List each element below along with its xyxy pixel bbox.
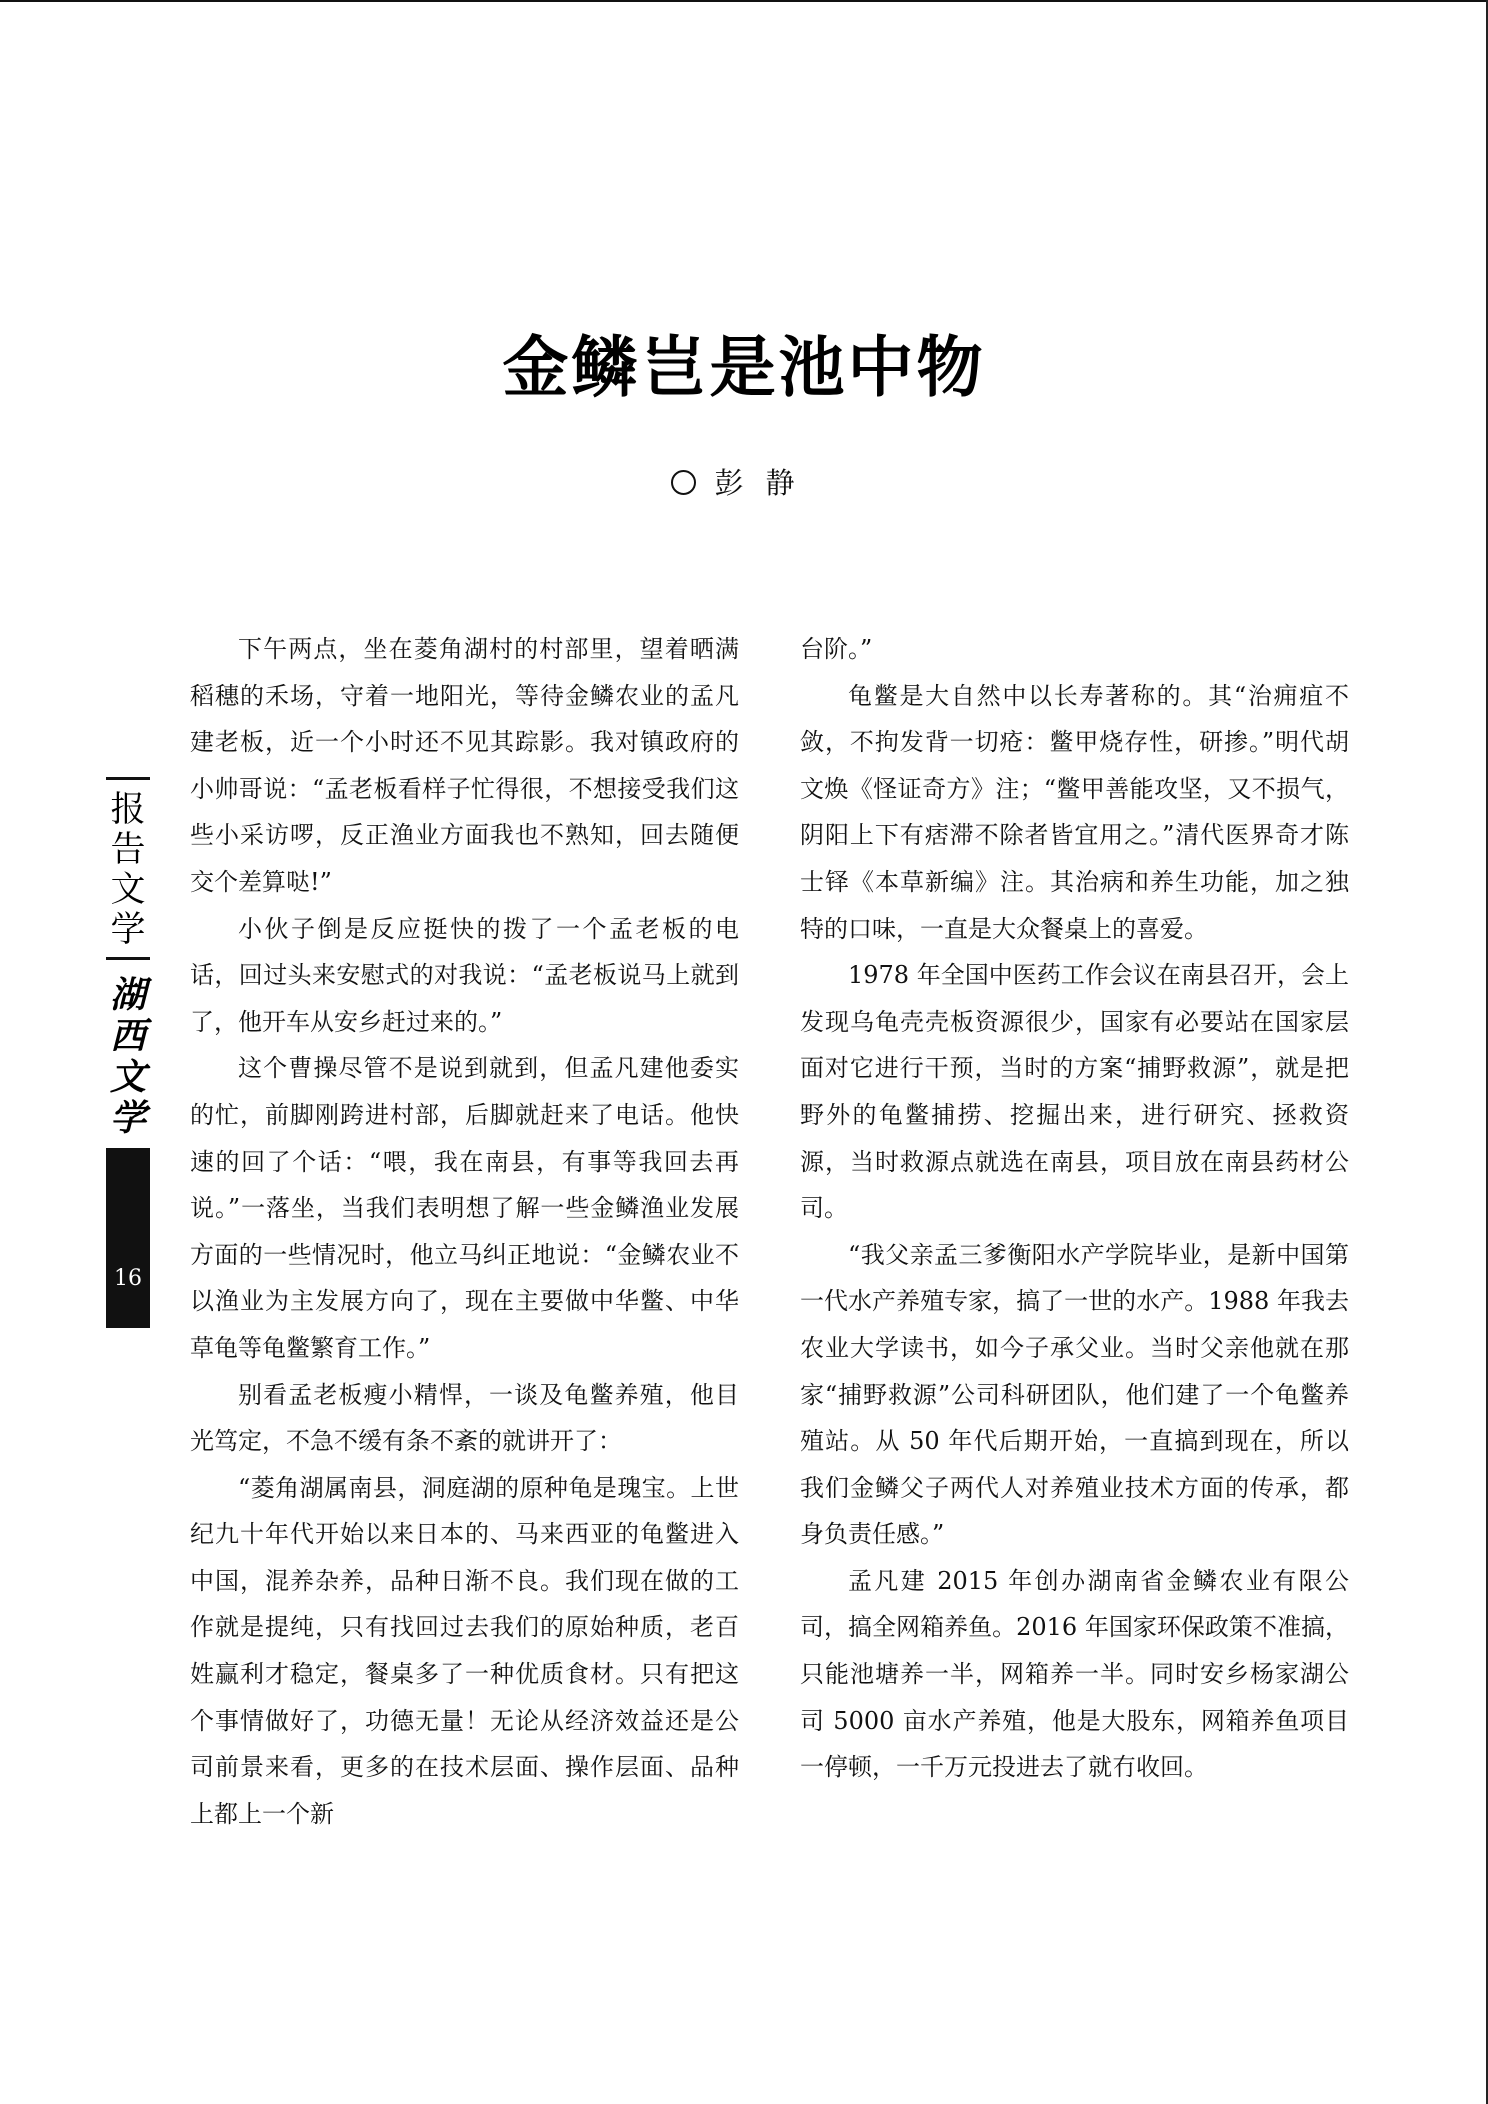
tab-rule-top bbox=[106, 777, 150, 780]
page-number: 16 bbox=[114, 1266, 142, 1291]
byline bbox=[0, 466, 1488, 501]
paragraph: 1978 年全国中医药工作会议在南县召开，会上发现乌龟壳壳板资源很少，国家有必要站在国家层面对它进行干预，当时的方案“捕野救源”，就是把野外的龟鳖捕捞、挖掘出来，进行研究、拯救资源，当时救源点就选在南县，项目放在南县药材公司。 bbox=[800, 961, 1349, 1223]
paragraph: 小伙子倒是反应挺快的拨了一个孟老板的电话，回过头来安慰式的对我说：“孟老板说马上就到了，他开车从安乡赶过来的。” bbox=[190, 914, 739, 1036]
article-title: 金鳞岂是池中物 bbox=[502, 329, 986, 406]
tab-rule-middle bbox=[106, 957, 150, 960]
page-number-tab bbox=[106, 1148, 150, 1328]
circle-icon bbox=[671, 470, 696, 495]
section-label-char: 报 bbox=[110, 790, 146, 830]
right-column bbox=[800, 626, 1349, 1791]
paragraph: 龟鳖是大自然中以长寿著称的。其“治痈疽不敛，不拘发背一切疮：鳖甲烧存性，研掺。”明代胡文焕《怪证奇方》注；“鳖甲善能攻坚，又不损气，阴阳上下有痞滞不除者皆宜用之。”清代医界奇才陈士铎《本草新编》注。其治病和养生功能，加之独特的口味，一直是大众餐桌上的喜爱。 bbox=[800, 681, 1349, 943]
magazine-name bbox=[106, 975, 150, 1139]
magazine-name-char: 文 bbox=[109, 1056, 146, 1098]
paragraph: 别看孟老板瘦小精悍，一谈及龟鳖养殖，他目光笃定，不急不缓有条不紊的就讲开了： bbox=[190, 1380, 739, 1456]
paragraph: 这个曹操尽管不是说到就到，但孟凡建他委实的忙，前脚刚跨进村部，后脚就赶来了电话。他快速的回了个话：“喂，我在南县，有事等我回去再说。”一落坐，当我们表明想了解一些金鳞渔业发展方面的一些情况时，他立马纠正地说：“金鳞农业不以渔业为主发展方向了，现在主要做中华鳖、中华草龟等龟鳖繁育工作。” bbox=[190, 1054, 739, 1362]
paragraph: 孟凡建 2015 年创办湖南省金鳞农业有限公司，搞全网箱养鱼。2016 年国家环保政策不准搞，只能池塘养一半，网箱养一半。同时安乡杨家湖公司 5000 亩水产养殖，他是大股东，网箱养鱼项目一停顿，一千万元投进去了就冇收回。 bbox=[800, 1566, 1349, 1782]
top-rule bbox=[0, 0, 1488, 2]
magazine-name-char: 西 bbox=[109, 1015, 146, 1057]
left-column bbox=[190, 626, 739, 1837]
author-name: 彭静 bbox=[714, 466, 817, 500]
section-label-char: 告 bbox=[110, 830, 146, 870]
paragraph: 下午两点，坐在菱角湖村的村部里，望着晒满稻穗的禾场，守着一地阳光，等待金鳞农业的孟凡建老板，近一个小时还不见其踪影。我对镇政府的小帅哥说：“孟老板看样子忙得很，不想接受我们这些小采访啰，反正渔业方面我也不熟知，回去随便交个差算哒!” bbox=[190, 635, 739, 896]
paragraph: “我父亲孟三爹衡阳水产学院毕业，是新中国第一代水产养殖专家，搞了一世的水产。1988 年我去农业大学读书，如今子承父业。当时父亲他就在那家“捕野救源”公司科研团队，他们建了一个龟鳖养殖站。从 50 年代后期开始，一直搞到现在，所以我们金鳞父子两代人对养殖业技术方面的传承，都身负责任感。” bbox=[800, 1240, 1349, 1549]
section-label-char: 学 bbox=[110, 910, 146, 950]
section-label bbox=[106, 790, 150, 950]
paragraph: “菱角湖属南县，洞庭湖的原种龟是瑰宝。上世纪九十年代开始以来日本的、马来西亚的龟鳖进入中国，混养杂养，品种日渐不良。我们现在做的工作就是提纯，只有找回过去我们的原始种质，老百姓赢利才稳定，餐桌多了一种优质食材。只有把这个事情做好了，功德无量！无论从经济效益还是公司前景来看，更多的在技术层面、操作层面、品种上都上一个新 bbox=[190, 1473, 739, 1828]
magazine-name-char: 湖 bbox=[109, 974, 146, 1016]
section-label-char: 文 bbox=[110, 870, 146, 910]
paragraph-continuation: 台阶。” bbox=[800, 635, 873, 663]
magazine-name-char: 学 bbox=[109, 1097, 146, 1139]
